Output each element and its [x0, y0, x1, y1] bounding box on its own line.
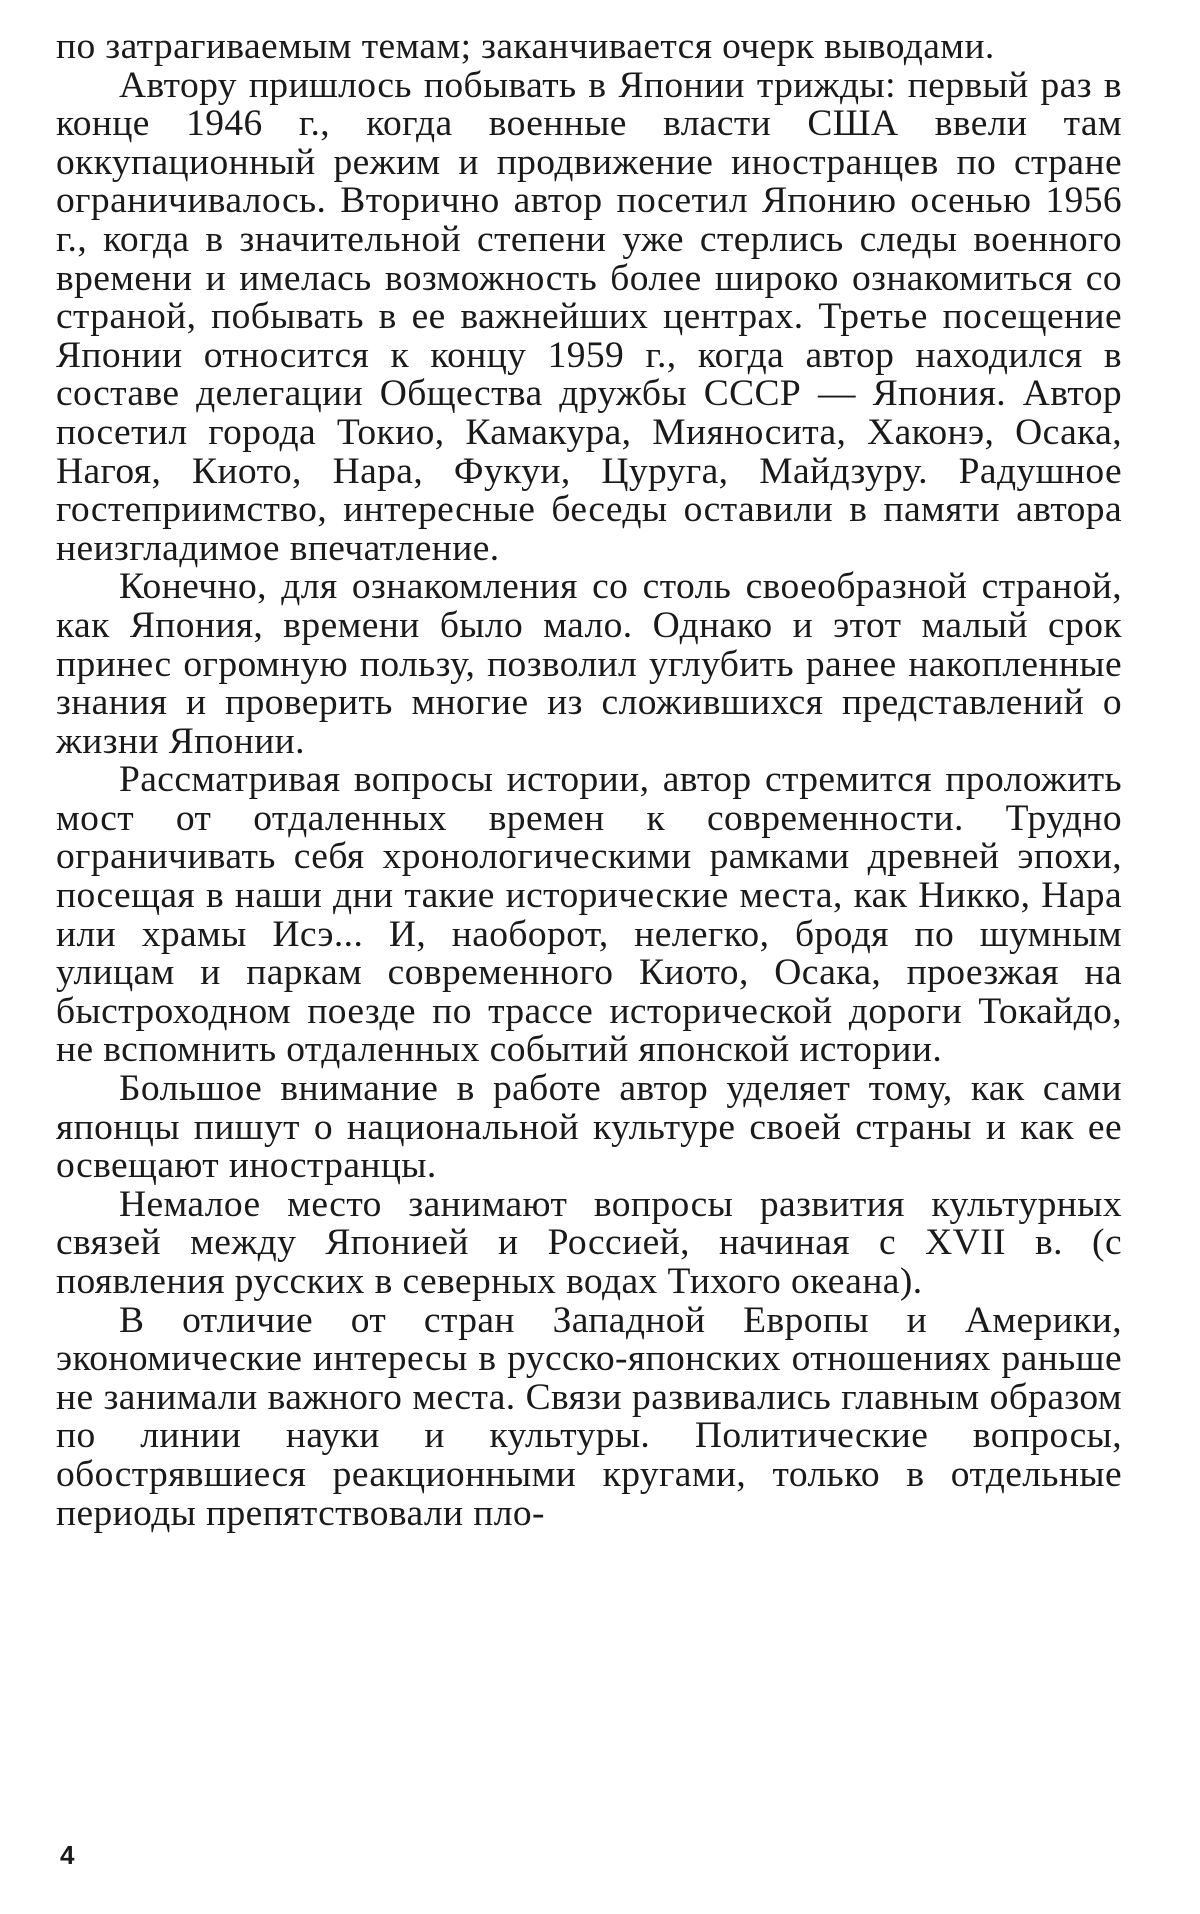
page-body	[56, 28, 1122, 1533]
paragraph-4: Рассматривая вопросы истории, автор стремится проложить мост от отдаленных времен к современности. Трудно ограничивать себя хронологическими рамками древней эпохи, посещая в наши дни такие исторические места, как Никко, Нара или храмы Исэ... И, наоборот, нелегко, бродя по шумным улицам и паркам современного Киото, Осака, проезжая на быстроходном поезде по трассе исторической дороги Токайдо, не вспомнить отдаленных событий японской истории.	[56, 759, 1122, 1071]
paragraph-2: Автору пришлось побывать в Японии трижды: первый раз в конце 1946 г., когда военные власти США ввели там оккупационный режим и продвижение иностранцев по стране ограничивалось. Вторично автор посетил Японию осенью 1956 г., когда в значительной степени уже стерлись следы военного времени и имелась возможность более широко ознакомиться со страной, побывать в ее важнейших центрах. Третье посещение Японии относится к концу 1959 г., когда автор находился в составе делегации Общества дружбы СССР — Япония. Автор посетил города Токио, Камакура, Мияносита, Хаконэ, Осака, Нагоя, Киото, Нара, Фукуи, Цуруга, Майдзуру. Радушное гостеприимство, интересные беседы оставили в памяти автора неизгладимое впечатление.	[56, 64, 1122, 569]
paragraph-6: Немалое место занимают вопросы развития культурных связей между Японией и Россией, начиная с XVII в. (с появления русских в северных водах Тихого океана).	[56, 1183, 1122, 1302]
paragraph-1: по затрагиваемым темам; заканчивается очерк выводами.	[56, 26, 995, 67]
page-number: 4	[60, 1840, 75, 1870]
paragraph-7: В отличие от стран Западной Европы и Америки, экономические интересы в русско-японских отношениях раньше не занимали важного места. Связи развивались главным образом по линии науки и культуры. Политические вопросы, обострявшиеся реакционными кругами, только в отдельные периоды препятствовали пло-	[56, 1299, 1122, 1534]
paragraph-3: Конечно, для ознакомления со столь своеобразной страной, как Япония, времени было мало. Однако и этот малый срок принес огромную пользу, позволил углубить ранее накопленные знания и проверить многие из сложившихся представлений о жизни Японии.	[56, 566, 1122, 762]
paragraph-5: Большое внимание в работе автор уделяет тому, как сами японцы пишут о национальной культуре своей страны и как ее освещают иностранцы.	[56, 1068, 1122, 1187]
